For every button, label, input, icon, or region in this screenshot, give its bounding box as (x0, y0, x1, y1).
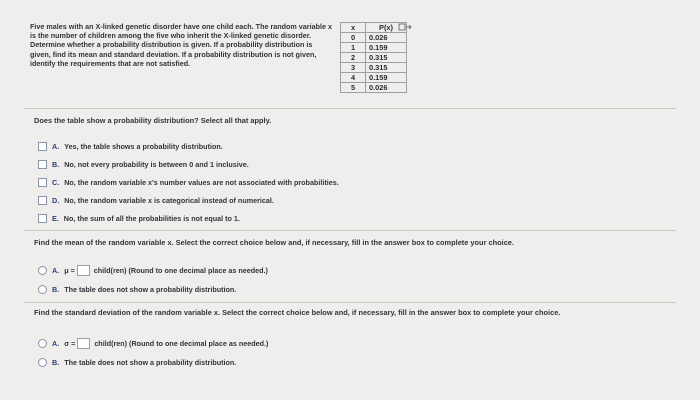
p-value: 0.315 (366, 53, 407, 63)
q1-option-b[interactable]: B. No, not every probability is between 0 and 1 inclusive. (38, 160, 249, 169)
std-dev-symbol: σ = (64, 339, 76, 348)
q1-option-d[interactable]: D. No, the random variable x is categorical instead of numerical. (38, 196, 274, 205)
std-dev-answer-input[interactable] (77, 338, 90, 349)
radio-button[interactable] (38, 266, 47, 275)
checkbox[interactable] (38, 160, 47, 169)
divider (24, 302, 676, 303)
p-value: 0.315 (366, 63, 407, 73)
checkbox[interactable] (38, 214, 47, 223)
question-3-text: Find the standard deviation of the random variable x. Select the correct choice below and, if necessary, fill in the answer box to complete your choice. (34, 308, 561, 317)
x-value: 5 (341, 83, 366, 93)
radio-button[interactable] (38, 358, 47, 367)
divider (24, 230, 676, 231)
q2-option-b[interactable]: B. The table does not show a probability distribution. (38, 285, 236, 294)
mean-symbol: μ = (64, 266, 75, 275)
px-header: P(x) (366, 23, 407, 33)
table-row (341, 63, 407, 73)
table-row (341, 53, 407, 63)
p-value: 0.026 (366, 33, 407, 43)
q3-option-a[interactable]: A. σ = child(ren) (Round to one decimal place as needed.) (38, 338, 268, 349)
x-value: 0 (341, 33, 366, 43)
q2-option-a[interactable]: A. μ = child(ren) (Round to one decimal place as needed.) (38, 265, 268, 276)
table-row (341, 83, 407, 93)
question-2-text: Find the mean of the random variable x. Select the correct choice below and, if necessary, fill in the answer box to complete your choice. (34, 238, 514, 247)
table-row (341, 33, 407, 43)
x-value: 2 (341, 53, 366, 63)
table-row (341, 73, 407, 83)
question-1-text: Does the table show a probability distribution? Select all that apply. (34, 116, 272, 125)
p-value: 0.026 (366, 83, 407, 93)
checkbox[interactable] (38, 178, 47, 187)
table-header-row (341, 23, 407, 33)
p-value: 0.159 (366, 43, 407, 53)
probability-table (340, 22, 407, 93)
copy-table-icon[interactable] (398, 22, 412, 34)
q1-option-a[interactable]: A. Yes, the table shows a probability distribution. (38, 142, 223, 151)
x-value: 1 (341, 43, 366, 53)
q3-option-b[interactable]: B. The table does not show a probability distribution. (38, 358, 236, 367)
radio-button[interactable] (38, 339, 47, 348)
q1-option-e[interactable]: E. No, the sum of all the probabilities is not equal to 1. (38, 214, 240, 223)
table-row (341, 43, 407, 53)
divider (24, 108, 676, 109)
checkbox[interactable] (38, 142, 47, 151)
p-value: 0.159 (366, 73, 407, 83)
x-value: 4 (341, 73, 366, 83)
q1-option-c[interactable]: C. No, the random variable x's number values are not associated with probabilities. (38, 178, 339, 187)
x-header: x (341, 23, 366, 33)
mean-answer-input[interactable] (77, 265, 90, 276)
checkbox[interactable] (38, 196, 47, 205)
problem-statement: Five males with an X-linked genetic disorder have one child each. The random variable x is the number of children among the five who inherit the X-linked genetic disorder. Determine whether a probability distribution is given. If a probability distribution is given, find its mean and standard deviation. If a probability distribution is not given, identify the requirements that are not satisfied. (30, 22, 332, 68)
radio-button[interactable] (38, 285, 47, 294)
x-value: 3 (341, 63, 366, 73)
